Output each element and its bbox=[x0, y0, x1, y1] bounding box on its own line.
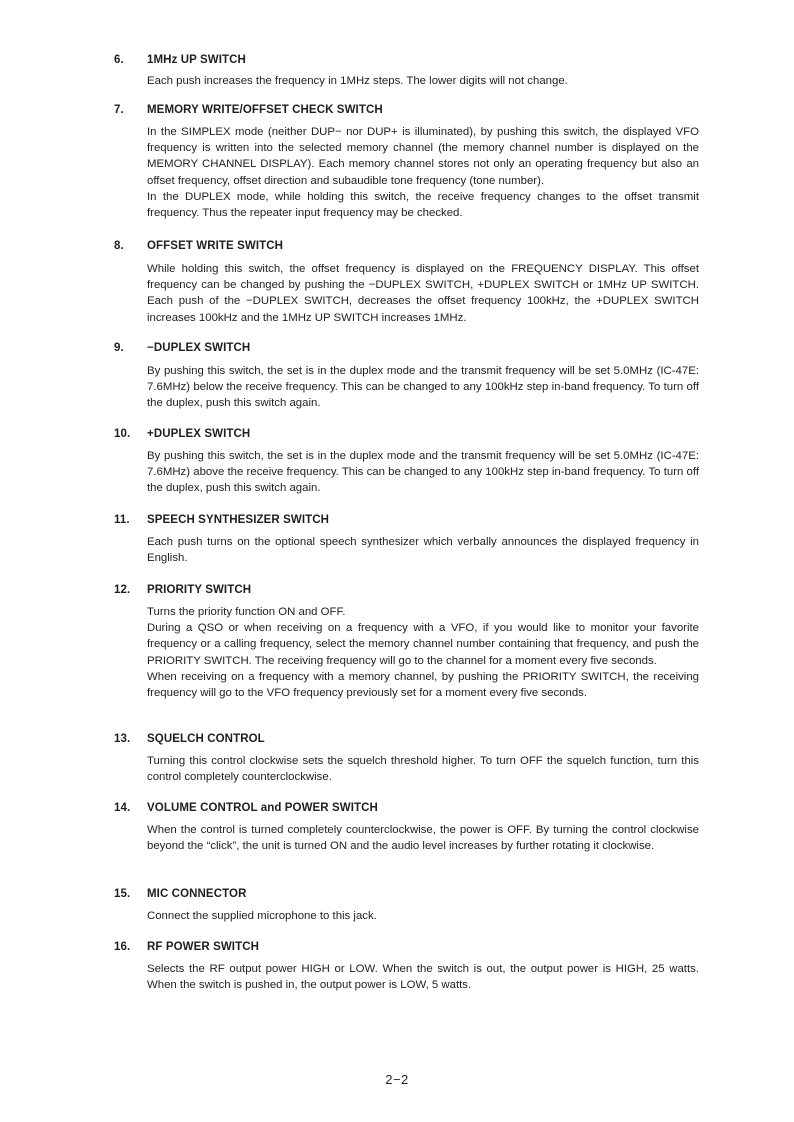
section-number: 15. bbox=[114, 888, 131, 900]
section-heading bbox=[114, 240, 283, 252]
section-heading bbox=[114, 802, 378, 814]
section-heading bbox=[114, 733, 265, 745]
section-number: 11. bbox=[114, 514, 130, 526]
paragraph: Each push turns on the optional speech synthesizer which verbally announces the displayed frequency in English. bbox=[147, 536, 699, 565]
section-body bbox=[147, 961, 699, 993]
paragraph: While holding this switch, the offset frequency is displayed on the FREQUENCY DISPLAY. This offset frequency can be changed by pushing the −DUPLEX SWITCH, +DUPLEX SWITCH or 1MHz UP SWITCH. Each push of the −DUPLEX SWITCH, decreases the offset frequency 100kHz, the +DUPLEX SWITCH increases 100kHz and the 1MHz UP SWITCH increases 1MHz. bbox=[147, 263, 699, 324]
section-heading bbox=[114, 888, 246, 900]
section-number: 9. bbox=[114, 342, 124, 354]
paragraph: In the DUPLEX mode, while holding this switch, the receive frequency changes to the offset transmit frequency. Thus the repeater input frequency may be checked. bbox=[147, 190, 699, 220]
section-title: 1MHz UP SWITCH bbox=[147, 54, 246, 66]
section-title: RF POWER SWITCH bbox=[147, 941, 260, 953]
section-number: 8. bbox=[114, 240, 124, 252]
section-number: 10. bbox=[114, 428, 131, 440]
section-body bbox=[147, 261, 699, 326]
section-number: 14. bbox=[114, 802, 131, 814]
section-title: SPEECH SYNTHESIZER SWITCH bbox=[147, 514, 330, 526]
paragraph: Connect the supplied microphone to this jack. bbox=[147, 910, 377, 922]
section-body bbox=[147, 753, 699, 785]
section-number: 6. bbox=[114, 54, 124, 66]
section-number: 12. bbox=[114, 584, 131, 596]
section-body bbox=[147, 448, 699, 497]
section-body bbox=[147, 534, 699, 566]
paragraph: When receiving on a frequency with a memory channel, by pushing the PRIORITY SWITCH, the receiving frequency will go to the VFO frequency previously set for a moment every five seconds. bbox=[147, 670, 699, 700]
section-body bbox=[147, 822, 699, 854]
section-number: 13. bbox=[114, 733, 131, 745]
paragraph: By pushing this switch, the set is in the duplex mode and the transmit frequency will be set 5.0MHz (IC-47E: 7.6MHz) above the receive frequency. This can be changed to any 100kHz step in-band frequency. To turn off the duplex, push this switch again. bbox=[147, 450, 699, 495]
section-title: MIC CONNECTOR bbox=[147, 888, 247, 900]
section-heading bbox=[114, 54, 246, 66]
section-number: 7. bbox=[114, 104, 124, 116]
section-title: OFFSET WRITE SWITCH bbox=[147, 240, 284, 252]
page-number: 2−2 bbox=[385, 1072, 409, 1087]
section-title: PRIORITY SWITCH bbox=[147, 584, 252, 596]
section-title: SQUELCH CONTROL bbox=[147, 733, 265, 745]
section-heading bbox=[114, 104, 383, 116]
section-heading bbox=[114, 514, 329, 526]
section-heading bbox=[114, 584, 251, 596]
section-title: VOLUME CONTROL and POWER SWITCH bbox=[147, 802, 378, 814]
section-number: 16. bbox=[114, 941, 131, 953]
section-heading bbox=[114, 342, 250, 354]
paragraph: During a QSO or when receiving on a frequency with a VFO, if you would like to monitor your favorite frequency or a calling frequency, select the memory channel number containing that frequency, and push the PRIORITY SWITCH. The receiving frequency will go to the channel for a moment every five seconds. bbox=[147, 622, 699, 667]
paragraph: By pushing this switch, the set is in the duplex mode and the transmit frequency will be set 5.0MHz (IC-47E: 7.6MHz) below the receive frequency. This can be changed to any 100kHz step in-band frequency. To turn off the duplex, push this switch again. bbox=[147, 365, 699, 410]
section-title: +DUPLEX SWITCH bbox=[147, 428, 251, 440]
paragraph: When the control is turned completely counterclockwise, the power is OFF. By turning the control clockwise beyond the “click”, the unit is turned ON and the audio level increases by further rotating it clockwise. bbox=[147, 824, 699, 853]
paragraph: Selects the RF output power HIGH or LOW. When the switch is out, the output power is HIGH, 25 watts. When the switch is pushed in, the output power is LOW, 5 watts. bbox=[147, 963, 699, 992]
paragraph: In the SIMPLEX mode (neither DUP− nor DUP+ is illuminated), by pushing this switch, the displayed VFO frequency is written into the selected memory channel (the memory channel number is displayed on the MEMORY CHANNEL DISPLAY). Each memory channel stores not only an operating frequency but also an offset frequency, offset direction and subaudible tone frequency (tone number). bbox=[147, 126, 699, 187]
section-title: MEMORY WRITE/OFFSET CHECK SWITCH bbox=[147, 104, 383, 116]
paragraph: Each push increases the frequency in 1MHz steps. The lower digits will not change. bbox=[147, 75, 568, 87]
section-body bbox=[147, 73, 699, 89]
section-body bbox=[147, 604, 699, 701]
section-body bbox=[147, 124, 699, 221]
paragraph: Turns the priority function ON and OFF. bbox=[147, 606, 346, 618]
section-title: −DUPLEX SWITCH bbox=[147, 342, 251, 354]
section-heading bbox=[114, 428, 250, 440]
section-body bbox=[147, 908, 699, 924]
section-heading bbox=[114, 941, 259, 953]
paragraph: Turning this control clockwise sets the squelch threshold higher. To turn OFF the squelch function, turn this control completely counterclockwise. bbox=[147, 755, 699, 784]
section-body bbox=[147, 363, 699, 412]
